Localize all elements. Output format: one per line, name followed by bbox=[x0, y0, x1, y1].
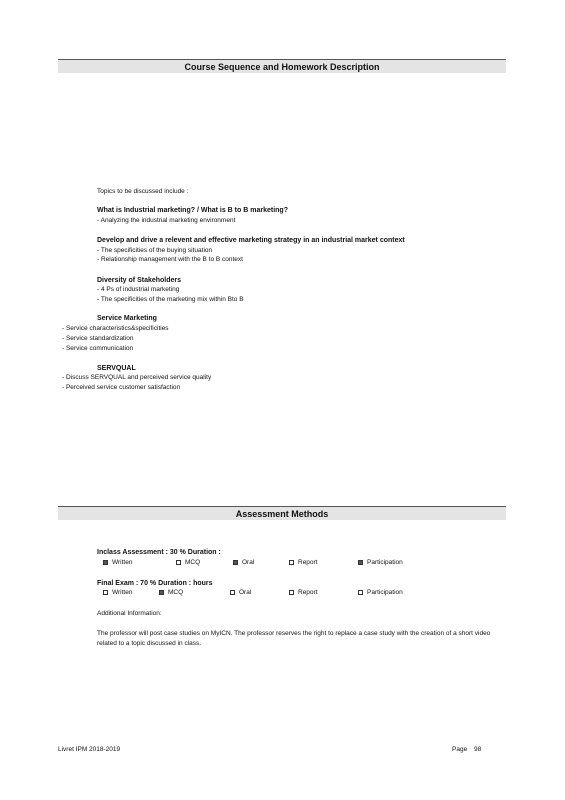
checkbox-icon bbox=[230, 590, 235, 595]
checkbox-icon bbox=[159, 590, 164, 595]
checkbox-icon bbox=[358, 560, 363, 565]
checkbox-icon bbox=[103, 590, 108, 595]
service-item-3: - Service communication bbox=[62, 345, 134, 352]
block-3-item-1: - 4 Ps of industrial marketing bbox=[97, 286, 180, 293]
service-item-1: - Service characteristics&specificities bbox=[62, 325, 169, 332]
checkbox-icon bbox=[176, 560, 181, 565]
block-3-heading: Diversity of Stakeholders bbox=[97, 277, 182, 284]
inclass-option-written[interactable]: Written bbox=[103, 559, 132, 566]
checkbox-icon bbox=[103, 560, 108, 565]
block-3-item-2: - The specificities of the marketing mix within Bto B bbox=[97, 296, 244, 303]
final-option-written[interactable]: Written bbox=[103, 589, 132, 596]
servqual-item-1: - Discuss SERVQUAL and perceived service quality bbox=[62, 374, 212, 381]
footer-page-label: Page bbox=[452, 746, 468, 753]
service-item-2: - Service standardization bbox=[62, 335, 134, 342]
course-sequence-header bbox=[58, 59, 506, 73]
final-option-participation[interactable]: Participation bbox=[358, 589, 403, 596]
additional-info-text: The professor will post case studies on MyICN. The professor reserves the right to replace a case study with the creation of a short video related to a topic discussed in class. bbox=[97, 630, 491, 647]
servqual-item-2: - Perceived service customer satisfaction bbox=[62, 384, 181, 391]
final-option-mcq[interactable]: MCQ bbox=[159, 589, 183, 596]
checkbox-icon bbox=[289, 560, 294, 565]
topics-intro: Topics to be discussed include : bbox=[97, 188, 189, 195]
footer-page-number: 98 bbox=[474, 746, 482, 753]
inclass-option-report[interactable]: Report bbox=[289, 559, 318, 566]
block-2-heading: Develop and drive a relevent and effective marketing strategy in an industrial market context bbox=[97, 237, 405, 244]
course-sequence-title: Course Sequence and Homework Description bbox=[184, 61, 380, 72]
inclass-label: Inclass Assessment : 30 % Duration : bbox=[97, 549, 221, 556]
inclass-option-oral[interactable]: Oral bbox=[233, 559, 254, 566]
additional-info-label: Additional Information: bbox=[97, 610, 162, 617]
assessment-methods-title: Assessment Methods bbox=[235, 508, 329, 519]
block-1-item-1: - Analyzing the industrial marketing environment bbox=[97, 217, 236, 224]
checkbox-icon bbox=[289, 590, 294, 595]
final-option-report[interactable]: Report bbox=[289, 589, 318, 596]
inclass-option-participation[interactable]: Participation bbox=[358, 559, 403, 566]
block-2-item-1: - The specificities of the buying situation bbox=[97, 247, 213, 254]
block-1-heading: What is Industrial marketing? / What is B to B marketing? bbox=[97, 207, 288, 214]
servqual-heading: SERVQUAL bbox=[97, 365, 136, 372]
checkbox-icon bbox=[358, 590, 363, 595]
service-heading: Service Marketing bbox=[97, 315, 157, 322]
inclass-option-mcq[interactable]: MCQ bbox=[176, 559, 200, 566]
block-2-item-2: - Relationship management with the B to B context bbox=[97, 256, 243, 263]
assessment-methods-header bbox=[58, 506, 506, 520]
checkbox-icon bbox=[233, 560, 238, 565]
final-option-oral[interactable]: Oral bbox=[230, 589, 251, 596]
final-label: Final Exam : 70 % Duration : hours bbox=[97, 580, 213, 587]
footer-left: Livret IPM 2018-2019 bbox=[58, 746, 121, 753]
